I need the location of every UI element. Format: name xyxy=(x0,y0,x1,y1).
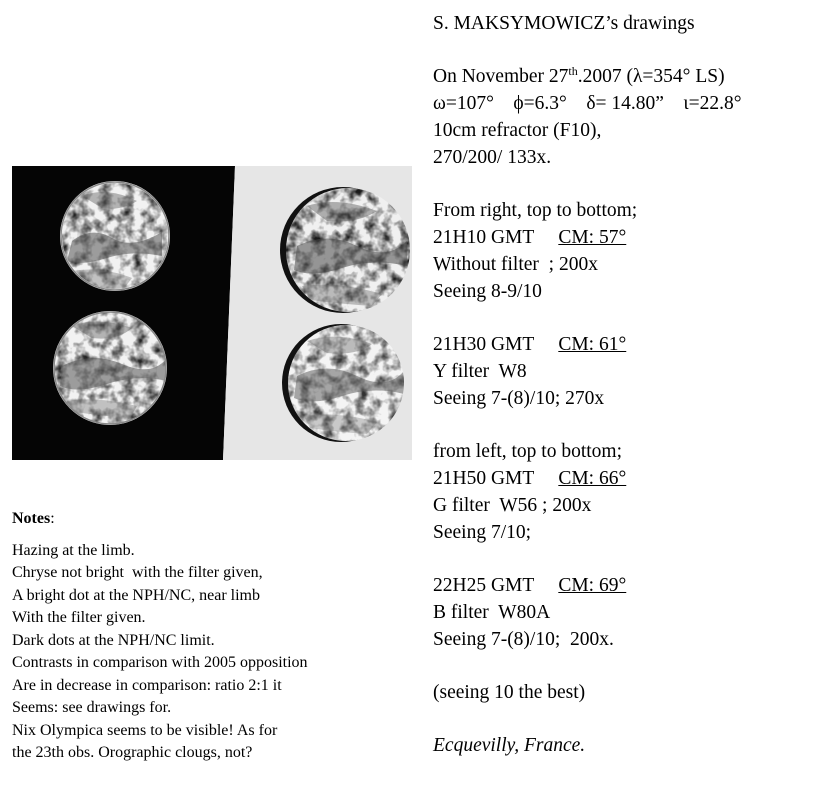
note-line: Chryse not bright with the filter given, xyxy=(12,564,263,581)
obs-1-filter: Without filter ; 200x xyxy=(433,254,598,275)
ephemeris-params: ω=107° ϕ=6.3° δ= 14.80” ι=22.8° xyxy=(433,93,742,114)
obs-4-time: 22H25 GMT CM: 69° xyxy=(433,575,627,596)
obs-2-filter: Y filter W8 xyxy=(433,361,527,382)
obs-3-filter: G filter W56 ; 200x xyxy=(433,495,592,516)
obs-2-seeing: Seeing 7-(8)/10; 270x xyxy=(433,388,605,409)
obs-3-seeing: Seeing 7/10; xyxy=(433,522,532,543)
note-line: Are in decrease in comparison: ratio 2:1 it xyxy=(12,676,282,694)
order-right-label: From right, top to bottom; xyxy=(433,200,638,221)
order-left-label: from left, top to bottom; xyxy=(433,441,623,462)
page-title: S. MAKSYMOWICZ’s drawings xyxy=(433,13,695,34)
notes-heading: Notes xyxy=(12,510,51,527)
seeing-note: (seeing 10 the best) xyxy=(433,682,586,703)
note-line: Hazing at the limb. xyxy=(12,541,135,559)
note-line: A bright dot at the NPH/NC, near limb xyxy=(12,586,260,604)
note-line: Dark dots at the NPH/NC limit. xyxy=(12,631,215,649)
obs-1-seeing: Seeing 8-9/10 xyxy=(433,281,542,302)
obs-3-time: 21H50 GMT CM: 66° xyxy=(433,468,627,489)
location: Ecquevilly, France. xyxy=(433,735,586,756)
obs-4-seeing: Seeing 7-(8)/10; 200x. xyxy=(433,629,614,650)
obs-4-filter: B filter W80A xyxy=(433,602,551,623)
note-line: With the filter given. xyxy=(12,609,146,626)
note-line: Nix Olympica seems to be visible! As for xyxy=(12,721,278,739)
obs-1-time: 21H10 GMT CM: 57° xyxy=(433,227,627,248)
mars-drawings-image xyxy=(12,166,412,460)
note-line: Seems: see drawings for. xyxy=(12,699,172,716)
magnifications: 270/200/ 133x. xyxy=(433,147,552,168)
note-line: the 23th obs. Orographic clougs, not? xyxy=(12,744,253,761)
observation-info xyxy=(433,10,818,759)
observation-date: On November 27th.2007 (λ=354° LS) xyxy=(433,64,725,87)
note-line: Contrasts in comparison with 2005 opposition xyxy=(12,654,308,671)
instrument: 10cm refractor (F10), xyxy=(433,120,602,141)
notes-section xyxy=(12,508,412,765)
notes-heading-line: Notes: xyxy=(12,510,55,527)
obs-2-time: 21H30 GMT CM: 61° xyxy=(433,334,627,355)
